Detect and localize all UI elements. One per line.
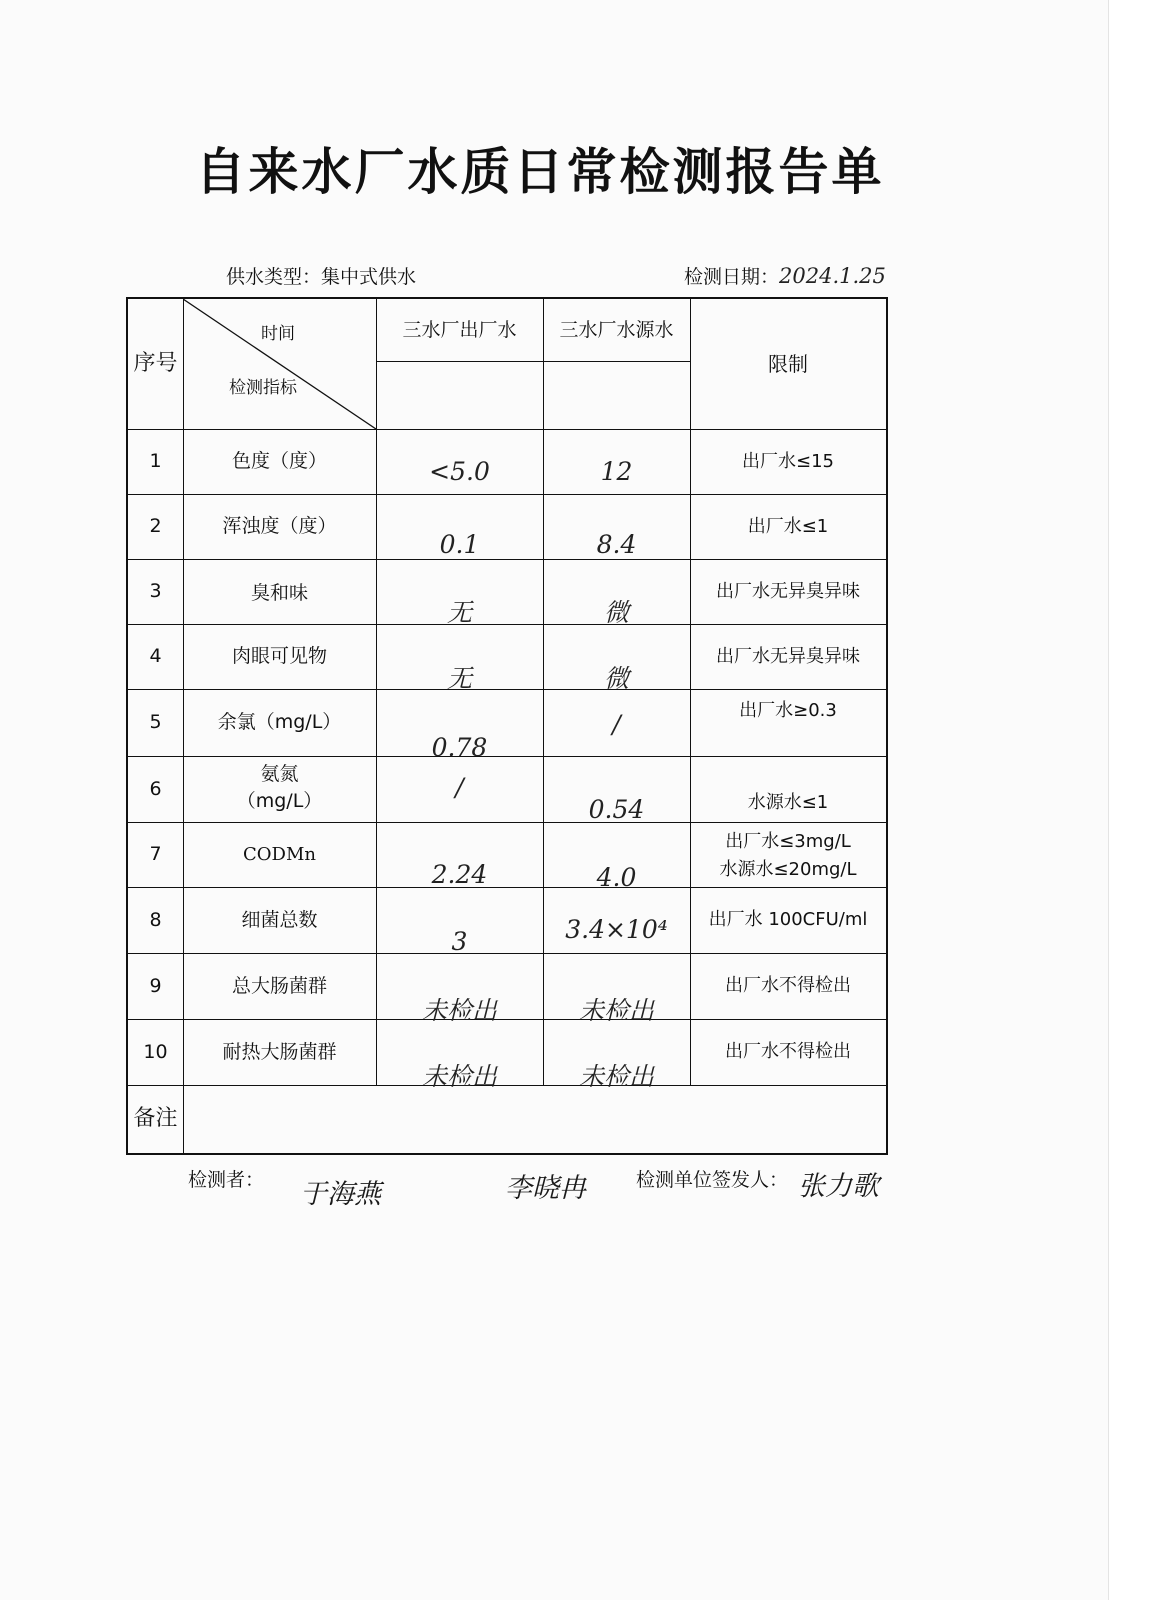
row-limit: 出厂水不得检出 (725, 975, 851, 997)
row-no: 5 (149, 711, 162, 734)
row-no: 10 (143, 1040, 168, 1063)
row-indicator: 细菌总数 (241, 908, 318, 931)
row-source-value: 未检出 (578, 1062, 654, 1091)
row-outlet-value: 无 (446, 598, 472, 627)
row-indicator: 余氯（mg/L） (217, 711, 342, 734)
row-no: 2 (149, 515, 162, 538)
remark-label: 备注 (133, 1105, 178, 1131)
row-no: 8 (149, 908, 162, 931)
supply-type-label: 供水类型： (226, 266, 322, 288)
row-source-value: 4.0 (596, 862, 637, 892)
row-source-value: 8.4 (596, 529, 637, 559)
row-source-value: 微 (603, 598, 629, 627)
row-indicator: 氨氮 (260, 762, 299, 785)
header-diag-top: 时间 (261, 323, 295, 344)
row-limit: 水源水≤1 (747, 792, 829, 814)
row-indicator: 肉眼可见物 (231, 645, 327, 668)
header-col-source: 三水厂水源水 (559, 318, 674, 341)
row-outlet-value: / (455, 772, 464, 802)
row-limit: 出厂水不得检出 (725, 1041, 851, 1063)
row-limit: 出厂水≤3mg/L (725, 831, 851, 853)
row-limit: 出厂水≤15 (742, 450, 834, 472)
row-source-value: / (612, 709, 621, 739)
row-no: 4 (149, 645, 162, 668)
tester-signature-1: 于海燕 (300, 1179, 381, 1210)
row-no: 7 (149, 843, 162, 866)
row-indicator: 总大肠菌群 (231, 974, 327, 997)
row-limit-line2: 水源水≤20mg/L (719, 859, 857, 881)
row-source-value: 3.4×10⁴ (565, 914, 668, 944)
report-table (126, 297, 888, 1155)
issuer-label: 检测单位签发人： (636, 1169, 789, 1191)
row-limit: 出厂水无异臭异味 (716, 645, 860, 667)
header-diag-bottom: 检测指标 (229, 377, 297, 398)
row-limit: 出厂水≤1 (747, 515, 829, 537)
row-outlet-value: 未检出 (421, 1062, 497, 1091)
row-indicator: 色度（度） (231, 450, 327, 473)
tester-signature-2: 李晓冉 (505, 1173, 586, 1204)
row-source-value: 微 (603, 664, 629, 693)
supply-type (226, 262, 416, 289)
row-outlet-value: 3 (451, 926, 468, 956)
row-limit: 出厂水 100CFU/ml (708, 909, 868, 931)
row-source-value: 12 (600, 456, 633, 486)
row-indicator-unit: （mg/L） (236, 789, 323, 812)
row-indicator: 臭和味 (250, 582, 308, 604)
row-indicator: 浑浊度（度） (222, 515, 337, 538)
row-no: 1 (149, 450, 162, 473)
row-no: 9 (149, 974, 162, 997)
issuer-signature: 张力歌 (798, 1171, 879, 1202)
row-no: 6 (149, 777, 162, 800)
row-source-value: 0.54 (588, 794, 645, 824)
row-source-value: 未检出 (578, 996, 654, 1025)
row-outlet-value: 无 (446, 664, 472, 693)
test-date-value: 2024.1.25 (779, 264, 886, 288)
header-col-outlet: 三水厂出厂水 (402, 318, 517, 341)
row-outlet-value: 2.24 (431, 859, 488, 889)
row-indicator: CODMn (243, 843, 316, 865)
row-outlet-value: 0.1 (439, 529, 480, 559)
header-limit: 限制 (768, 352, 808, 376)
row-indicator: 耐热大肠菌群 (222, 1040, 337, 1063)
report-title: 自来水厂水质日常检测报告单 (195, 143, 885, 201)
test-date-label: 检测日期： (684, 266, 780, 288)
row-limit: 出厂水无异臭异味 (716, 580, 860, 602)
row-no: 3 (149, 580, 162, 603)
header-seq: 序号 (133, 350, 178, 376)
test-date (684, 262, 886, 289)
row-limit: 出厂水≥0.3 (739, 700, 837, 722)
row-outlet-value: 0.78 (431, 732, 488, 762)
tester-label: 检测者： (188, 1169, 265, 1191)
supply-type-value: 集中式供水 (321, 266, 417, 288)
row-outlet-value: 未检出 (421, 996, 497, 1025)
row-outlet-value: <5.0 (429, 456, 490, 486)
page-edge (1108, 0, 1153, 1600)
header-diagonal (183, 299, 376, 429)
